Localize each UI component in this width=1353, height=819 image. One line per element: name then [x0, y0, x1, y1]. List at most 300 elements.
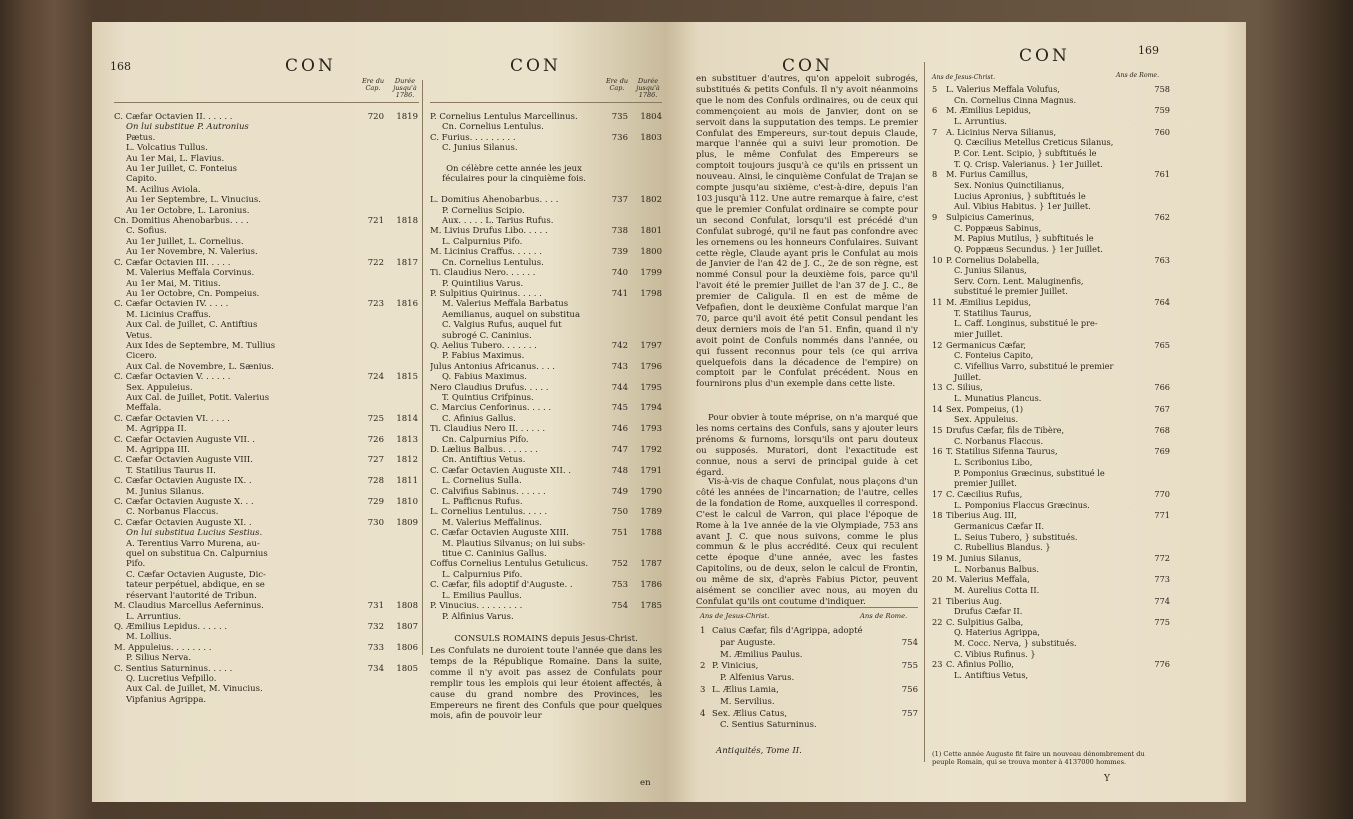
year-of-rome — [354, 528, 384, 538]
table-row — [932, 137, 1170, 148]
table-row — [932, 148, 1170, 159]
list-item — [114, 310, 418, 320]
year-of-rome — [1140, 372, 1170, 383]
list-item — [430, 445, 662, 455]
year-of-rome: 725 — [367, 413, 384, 424]
entry-text: Aux. . . . . L. Tarius Rufus. — [442, 216, 554, 227]
year-of-rome — [598, 164, 628, 174]
list-item — [430, 133, 662, 143]
table-row — [932, 510, 1170, 521]
page-number-left: 168 — [110, 60, 131, 73]
year-of-rome — [1140, 191, 1170, 202]
entry-text: Aux Ides de Septembre, M. Tullius — [126, 340, 276, 351]
year-of-rome: 734 — [367, 663, 384, 674]
year-of-rome: 768 — [1154, 425, 1170, 435]
year-of-rome — [354, 331, 384, 341]
entry-text: C. Cæfar Octavien Auguste XIII. — [430, 528, 569, 539]
entry-text: Q. Aelius Tubero. . . . . . . — [430, 340, 537, 351]
year-of-rome — [354, 226, 384, 236]
year-ad — [932, 393, 946, 404]
duration-value — [628, 331, 662, 341]
col-header-duree-1: Durée jusqu'à 1786. — [393, 77, 417, 99]
table-row — [932, 574, 1170, 585]
list-item — [114, 612, 418, 622]
year-of-rome — [1140, 329, 1170, 340]
entry-text: P. Alfinius Varus. — [442, 611, 514, 622]
duration-value — [384, 674, 418, 684]
duration-value — [628, 216, 662, 226]
list-item — [430, 528, 662, 538]
entry-text: Vetus. — [126, 330, 153, 341]
duration-value — [628, 154, 662, 164]
duration-value — [628, 164, 662, 174]
year-of-rome: 771 — [1154, 510, 1170, 521]
entry-text: Cicero. — [126, 351, 157, 362]
year-of-rome — [598, 476, 628, 486]
duration-value: 1786 — [640, 580, 662, 591]
year-of-rome — [354, 310, 384, 320]
table-row — [932, 638, 1170, 649]
year-of-rome: 760 — [1154, 126, 1170, 137]
year-of-rome — [354, 351, 384, 361]
consul-names: P. Alfenius Varus. — [720, 673, 795, 684]
year-of-rome: 766 — [1154, 382, 1170, 393]
year-of-rome — [1140, 649, 1170, 660]
list-item — [114, 362, 418, 372]
year-ad — [932, 223, 946, 234]
table-row — [932, 393, 1170, 404]
consul-names: C. Junius Silanus, — [954, 265, 1027, 276]
duration-value: 1815 — [396, 372, 418, 383]
table-row — [932, 553, 1170, 564]
table-row — [700, 661, 918, 673]
list-item — [114, 435, 418, 445]
year-ad — [932, 361, 946, 372]
table-row — [932, 223, 1170, 234]
year-of-rome — [598, 206, 628, 216]
duration-value — [384, 445, 418, 455]
year-of-rome — [888, 673, 918, 685]
list-item — [430, 612, 662, 622]
entry-text: P. Sulpitius Quirinus. . . . . — [430, 288, 542, 299]
year-ad — [932, 308, 946, 319]
entry-text — [430, 154, 598, 164]
entry-text: Au 1er Juillet, L. Cornelius. — [126, 236, 244, 247]
list-item — [114, 341, 418, 351]
entry-text: L. Domitius Ahenobarbus. . . . — [430, 195, 559, 206]
duration-value: 1807 — [396, 621, 418, 632]
list-item — [430, 299, 662, 309]
year-of-rome — [1140, 148, 1170, 159]
list-item — [430, 289, 662, 299]
year-ad — [932, 606, 946, 617]
entry-text: Q. Lucretius Vefpillo. — [126, 673, 217, 684]
table-row — [700, 626, 918, 638]
consul-names: C. Vibius Rufinus. } — [954, 648, 1036, 659]
year-of-rome: 729 — [367, 497, 384, 508]
consul-names: M. Servilius. — [720, 696, 775, 707]
consul-names: P. Pomponius Græcinus, substitué le — [954, 467, 1105, 478]
year-ad — [932, 457, 946, 468]
list-item — [430, 403, 662, 413]
entry-text: Cn. Calpurnius Pifo. — [442, 434, 529, 445]
consul-names: P. Cornelius Dolabella, — [946, 254, 1040, 265]
consul-names: Drufus Cæfar, fils de Tibère, — [946, 425, 1065, 435]
consul-names: A. Licinius Nerva Silianus, — [946, 126, 1057, 137]
list-item — [430, 549, 662, 559]
right-page — [664, 22, 1246, 802]
entry-text: C. Sentius Saturninus. . . . . — [114, 663, 233, 674]
table-row — [932, 244, 1170, 255]
col-header-year-1: Ere du Cap. — [361, 77, 385, 92]
consul-names: M. Cocc. Nerva, } substitués. — [954, 638, 1077, 649]
consul-names: M. Æmilius Lepidus, — [946, 297, 1031, 308]
table-row — [932, 478, 1170, 489]
duration-value — [628, 299, 662, 309]
entry-text: M. Plautius Silvanus; on lui subs- — [442, 538, 586, 549]
list-item — [114, 487, 418, 497]
year-of-rome — [354, 362, 384, 372]
list-item — [114, 403, 418, 413]
duration-value — [628, 435, 662, 445]
year-of-rome: 764 — [1154, 297, 1170, 308]
entry-text: C. Cæfar Octavien VI. . . . . — [114, 413, 230, 424]
year-ad — [932, 350, 946, 361]
consul-names: Tiberius Aug. — [946, 595, 1002, 606]
entry-text: Au 1er Septembre, L. Vinucius. — [126, 195, 261, 206]
consul-names: C. Cæcilius Rufus, — [946, 488, 1023, 499]
year-of-rome: 730 — [367, 517, 384, 528]
table-row — [932, 627, 1170, 638]
list-item — [114, 528, 418, 538]
year-of-rome — [354, 143, 384, 153]
table-row — [700, 720, 918, 732]
year-of-rome — [354, 403, 384, 413]
year-ad — [700, 697, 712, 709]
year-of-rome: 732 — [367, 621, 384, 632]
year-ad — [932, 649, 946, 660]
duration-value: 1800 — [640, 247, 662, 258]
table-row — [932, 255, 1170, 266]
year-of-rome — [598, 320, 628, 330]
table-a-head-left: Ans de Jesus-Christ. — [700, 612, 770, 620]
list-item — [114, 154, 418, 164]
consul-names: Q. Cæcilius Metellus Creticus Silanus, — [954, 137, 1114, 148]
duration-value — [384, 320, 418, 330]
list-item — [430, 279, 662, 289]
duration-value — [384, 632, 418, 642]
list-item — [114, 445, 418, 455]
entry-text: C. Cæfar Octavien Auguste XI. . — [114, 517, 252, 528]
year-of-rome — [354, 632, 384, 642]
year-of-rome — [1140, 627, 1170, 638]
year-of-rome: 741 — [611, 288, 628, 299]
duration-value — [384, 185, 418, 195]
list-item — [114, 206, 418, 216]
list-item — [114, 549, 418, 559]
duration-value: 1812 — [396, 455, 418, 466]
consul-names: L. Norbanus Balbus. — [954, 563, 1039, 574]
year-of-rome — [598, 455, 628, 465]
year-of-rome — [354, 549, 384, 559]
year-of-rome — [598, 570, 628, 580]
list-item — [114, 112, 418, 122]
list-item — [114, 195, 418, 205]
entry-text: C. Marcius Cenforinus. . . . . — [430, 403, 552, 414]
entry-text: L. Volcatius Tullus. — [126, 143, 208, 154]
consul-names: M. Furius Camillus, — [946, 169, 1028, 180]
year-of-rome: 740 — [611, 268, 628, 279]
duration-value: 1814 — [396, 413, 418, 424]
list-item — [430, 435, 662, 445]
year-of-rome — [1140, 116, 1170, 127]
table-row — [932, 596, 1170, 607]
entry-text: M. Valerius Meffala Barbatus — [442, 299, 569, 310]
duration-value: 1785 — [640, 601, 662, 612]
page-number-right: 169 — [1138, 44, 1159, 57]
list-item — [430, 351, 662, 361]
list-item — [114, 570, 418, 580]
year-of-rome — [354, 591, 384, 601]
entry-text: C. Furius. . . . . . . . . — [430, 132, 516, 143]
duration-value — [384, 289, 418, 299]
column-divider — [422, 80, 423, 655]
duration-value — [628, 414, 662, 424]
entry-text: L. Calpurnius Pifo. — [442, 569, 523, 580]
year-of-rome: 733 — [367, 642, 384, 653]
year-of-rome — [598, 539, 628, 549]
duration-value — [384, 206, 418, 216]
year-of-rome: 727 — [367, 455, 384, 466]
entry-text: Sex. Appuleius. — [126, 382, 193, 393]
duration-value: 1816 — [396, 299, 418, 310]
entry-text: L. Pafficnus Rufus. — [442, 497, 523, 508]
list-item — [430, 268, 662, 278]
duration-value — [384, 539, 418, 549]
running-head-right-1: CON — [782, 56, 833, 76]
year-of-rome — [1140, 542, 1170, 553]
entry-text: Cn. Antiftius Vetus. — [442, 455, 526, 466]
list-item — [114, 383, 418, 393]
entry-text: L. Emilius Paullus. — [442, 590, 522, 601]
year-of-rome: 761 — [1154, 169, 1170, 180]
year-of-rome — [1140, 393, 1170, 404]
consul-names: substitué le premier Juillet. — [954, 286, 1068, 297]
table-row — [932, 457, 1170, 468]
consul-names: L. Antiftius Vetus, — [954, 670, 1029, 681]
year-ad — [932, 638, 946, 649]
duration-value — [628, 237, 662, 247]
consul-names: Drufus Cæfar II. — [954, 606, 1023, 617]
year-of-rome — [1140, 468, 1170, 479]
entry-text: Q. Fabius Maximus. — [442, 372, 527, 383]
table-row — [932, 180, 1170, 191]
consul-names: Serv. Corn. Lent. Maluginenfis, — [954, 275, 1084, 286]
consul-names: Germanicus Cæfar, — [946, 339, 1026, 350]
duration-value — [384, 684, 418, 694]
duration-value: 1793 — [640, 424, 662, 435]
duration-value: 1806 — [396, 642, 418, 653]
year-of-rome: 724 — [367, 372, 384, 383]
list-item — [114, 476, 418, 486]
year-of-rome — [598, 174, 628, 184]
table-row — [700, 673, 918, 685]
duration-value: 1805 — [396, 663, 418, 674]
duration-value — [628, 372, 662, 382]
year-ad — [932, 180, 946, 191]
entry-text: Cn. Cornelius Lentulus. — [442, 122, 544, 133]
year-of-rome — [598, 185, 628, 195]
year-of-rome — [598, 279, 628, 289]
year-of-rome — [1140, 414, 1170, 425]
year-of-rome — [598, 143, 628, 153]
year-of-rome — [1140, 244, 1170, 255]
list-item — [430, 112, 662, 122]
duration-value — [384, 195, 418, 205]
year-ad — [932, 532, 946, 543]
year-ad: 18 — [932, 510, 943, 521]
entry-text: P. Fabius Maximus. — [442, 351, 525, 362]
year-ad — [932, 372, 946, 383]
table-row — [932, 105, 1170, 116]
table-row — [932, 617, 1170, 628]
duration-value — [384, 226, 418, 236]
duration-value: 1809 — [396, 517, 418, 528]
consul-names: T. Statilius Sifenna Taurus, — [946, 446, 1058, 457]
duration-value — [628, 518, 662, 528]
year-of-rome — [598, 299, 628, 309]
consul-names: C. Poppæus Sabinus, — [954, 222, 1042, 233]
running-head-right-2: CON — [1019, 46, 1070, 66]
duration-value — [628, 320, 662, 330]
entry-text: Pifo. — [126, 559, 146, 570]
entry-text: M. Agrippa II. — [126, 424, 187, 435]
year-of-rome — [354, 487, 384, 497]
entry-text: féculaires pour la cinquième fois. — [442, 174, 586, 185]
entry-text: Ti. Claudius Nero II. . . . . . — [430, 424, 546, 435]
year-ad: 1 — [700, 626, 706, 636]
list-item — [114, 122, 418, 132]
year-of-rome — [888, 720, 918, 732]
list-item — [114, 539, 418, 549]
entry-text: Au 1er Mai, M. Titius. — [126, 278, 221, 289]
list-item — [114, 643, 418, 653]
year-of-rome — [354, 559, 384, 569]
year-of-rome — [1140, 436, 1170, 447]
entry-text: A. Terentius Varro Murena, au- — [126, 538, 260, 549]
year-ad — [932, 414, 946, 425]
entry-text: P. Quintilius Varus. — [442, 278, 524, 289]
year-of-rome — [354, 695, 384, 705]
consul-names: M. Papius Mutilus, } subftitués le — [954, 233, 1094, 244]
year-ad: 23 — [932, 659, 943, 670]
duration-value: 1799 — [640, 268, 662, 279]
duration-value — [628, 549, 662, 559]
year-ad — [932, 95, 946, 106]
consul-names: Q. Haterius Agrippa, — [954, 627, 1040, 638]
entry-text: P. Vinucius. . . . . . . . . — [430, 601, 523, 612]
year-of-rome — [354, 185, 384, 195]
list-item — [114, 393, 418, 403]
year-of-rome — [354, 206, 384, 216]
year-ad: 15 — [932, 425, 943, 435]
consul-names: C. Norbanus Flaccus. — [954, 435, 1044, 446]
year-of-rome — [354, 393, 384, 403]
table-row — [932, 361, 1170, 372]
table-row — [932, 404, 1170, 415]
year-of-rome — [354, 122, 384, 132]
year-of-rome: 757 — [901, 708, 918, 719]
duration-value — [628, 258, 662, 268]
year-of-rome — [598, 497, 628, 507]
year-ad — [932, 585, 946, 596]
year-of-rome: 775 — [1154, 616, 1170, 627]
year-of-rome: 743 — [611, 361, 628, 372]
year-of-rome — [1140, 457, 1170, 468]
year-of-rome — [598, 591, 628, 601]
table-row — [932, 350, 1170, 361]
year-ad: 8 — [932, 169, 938, 180]
year-ad: 3 — [700, 684, 706, 695]
duration-value — [628, 174, 662, 184]
entry-text: M. Acilius Aviola. — [126, 184, 201, 195]
consul-names: C. Rubellius Blandus. } — [954, 542, 1051, 553]
col-header-duree-2: Durée jusqu'à 1786. — [636, 77, 660, 99]
list-item — [430, 216, 662, 226]
list-item — [430, 258, 662, 268]
year-ad — [932, 191, 946, 202]
consul-names: M. Junius Silanus, — [946, 552, 1022, 563]
table-row — [932, 670, 1170, 681]
consul-names: premier Juillet. — [954, 478, 1017, 489]
year-ad: 20 — [932, 574, 943, 585]
list-item — [430, 383, 662, 393]
entry-text: D. Lælius Balbus. . . . . . . — [430, 445, 538, 455]
year-of-rome — [598, 216, 628, 226]
year-of-rome — [354, 653, 384, 663]
year-of-rome — [1140, 521, 1170, 532]
year-of-rome — [598, 435, 628, 445]
entry-text: T. Quintius Crifpinus. — [442, 392, 534, 403]
table-row — [932, 659, 1170, 670]
list-item — [114, 414, 418, 424]
year-of-rome: 736 — [611, 132, 628, 143]
entry-text — [430, 185, 598, 195]
entry-text: Meffala. — [126, 403, 162, 414]
list-item — [430, 518, 662, 528]
year-of-rome — [1140, 201, 1170, 212]
table-row — [932, 84, 1170, 95]
header-rule-2 — [430, 102, 662, 103]
duration-value — [384, 164, 418, 174]
year-of-rome: 744 — [611, 382, 628, 393]
duration-value — [628, 310, 662, 320]
year-of-rome: 773 — [1154, 574, 1170, 585]
list-item — [430, 580, 662, 590]
entry-text: P. Silius Nerva. — [126, 653, 192, 664]
entry-text: M. Licinius Craffus. . . . . . — [430, 247, 542, 258]
year-of-rome — [354, 507, 384, 517]
year-ad: 13 — [932, 382, 943, 393]
year-of-rome — [598, 331, 628, 341]
table-row — [932, 382, 1170, 393]
year-of-rome: 776 — [1154, 659, 1170, 670]
duration-value: 1791 — [640, 465, 662, 476]
consul-names: Caius Cæfar, fils d'Agrippa, adopté — [712, 626, 863, 636]
duration-value — [384, 487, 418, 497]
year-ad — [932, 542, 946, 553]
year-of-rome — [354, 268, 384, 278]
